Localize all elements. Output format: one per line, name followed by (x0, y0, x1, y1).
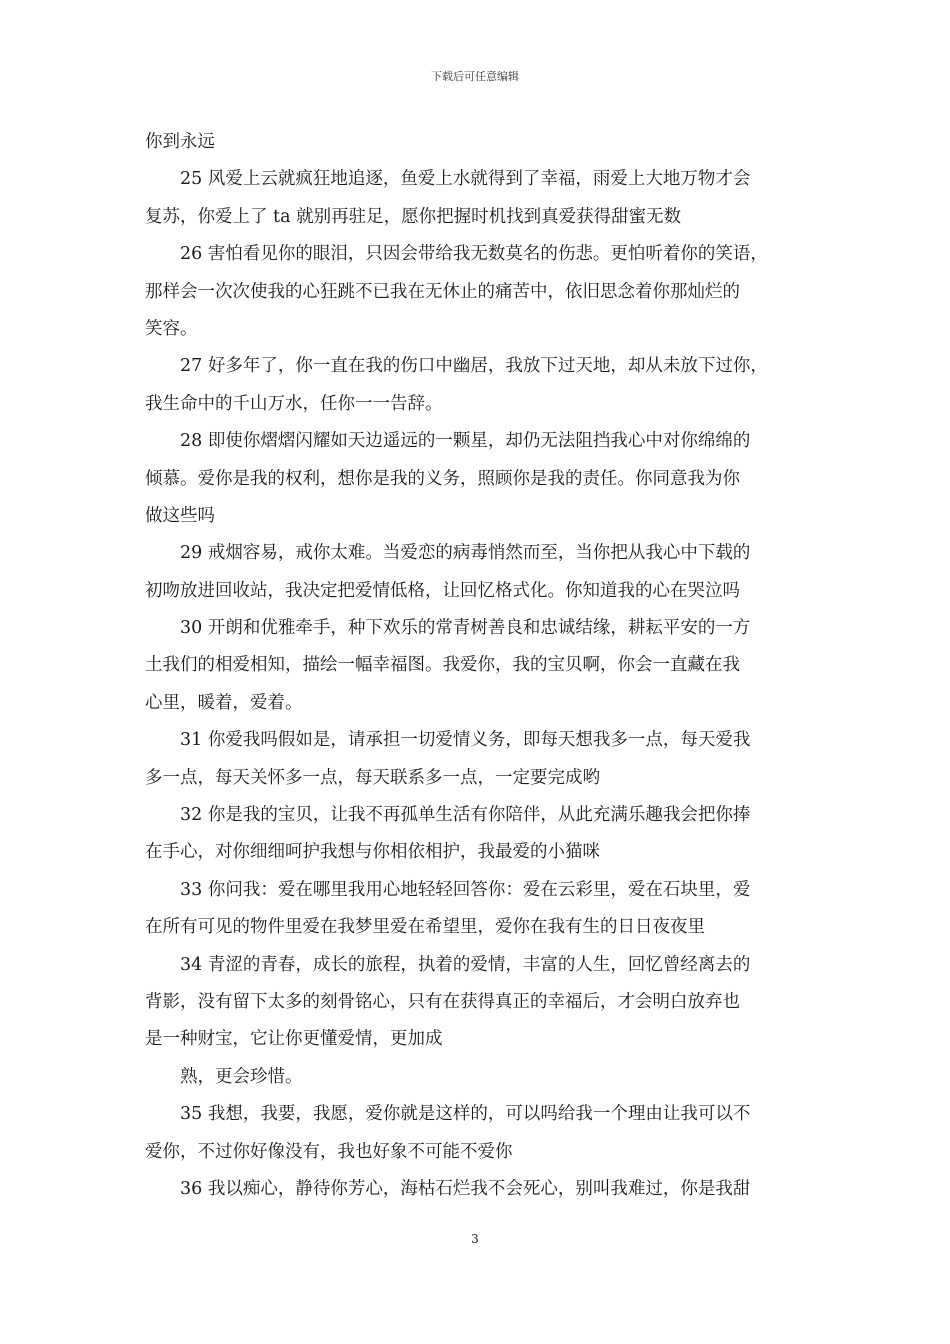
text-line: 熟，更会珍惜。 (180, 1066, 303, 1087)
text-line: 那样会一次次使我的心狂跳不已我在无休止的痛苦中，依旧思念着你那灿烂的 (145, 281, 740, 302)
text-line: 笑容。 (145, 318, 198, 339)
text-line: 33 你问我：爱在哪里我用心地轻轻回答你：爱在云彩里，爱在石块里，爱 (180, 879, 751, 900)
text-line: 土我们的相爱相知，描绘一幅幸福图。我爱你，我的宝贝啊，你会一直藏在我 (145, 655, 740, 676)
text-line: 30 开朗和优雅牵手，种下欢乐的常青树善良和忠诚结缘，耕耘平安的一方 (180, 618, 751, 639)
text-line: 35 我想，我要，我愿，爱你就是这样的，可以吗给我一个理由让我可以不 (180, 1104, 751, 1125)
text-line: 你到永远 (145, 132, 215, 152)
text-line: 多一点，每天关怀多一点，每天联系多一点，一定要完成哟 (145, 767, 600, 788)
text-line: 31 你爱我吗假如是，请承担一切爱情义务，即每天想我多一点，每天爱我 (180, 730, 751, 751)
text-line: 我生命中的千山万水，任你一一告辞。 (145, 393, 443, 414)
text-line: 复苏，你爱上了 ta 就别再驻足，愿你把握时机找到真爱获得甜蜜无数 (145, 206, 682, 227)
text-line: 36 我以痴心，静待你芳心，海枯石烂我不会死心，别叫我难过，你是我甜 (180, 1178, 751, 1199)
text-line: 爱你，不过你好像没有，我也好象不可能不爱你 (145, 1141, 513, 1162)
text-line: 背影，没有留下太多的刻骨铭心，只有在获得真正的幸福后，才会明白放弃也 (145, 991, 740, 1012)
text-line: 34 青涩的青春，成长的旅程，执着的爱情，丰富的人生，回忆曾经离去的 (180, 954, 751, 975)
text-line: 是一种财宝，它让你更懂爱情，更加成 (145, 1029, 443, 1050)
text-line: 在手心，对你细细呵护我想与你相依相护，我最爱的小猫咪 (145, 842, 600, 863)
text-line: 29 戒烟容易，戒你太难。当爱恋的病毒悄然而至，当你把从我心中下载的 (180, 543, 751, 564)
text-line: 倾慕。爱你是我的权利，想你是我的义务，照顾你是我的责任。你同意我为你 (145, 468, 740, 489)
text-line: 32 你是我的宝贝，让我不再孤单生活有你陪伴，从此充满乐趣我会把你捧 (180, 805, 751, 826)
text-line: 28 即使你熠熠闪耀如天边遥远的一颗星，却仍无法阻挡我心中对你绵绵的 (180, 431, 751, 452)
text-line: 在所有可见的物件里爱在我梦里爱在希望里，爱你在我有生的日日夜夜里 (145, 917, 705, 938)
text-line: 初吻放进回收站，我决定把爱情低格，让回忆格式化。你知道我的心在哭泣吗 (145, 580, 740, 601)
text-line: 25 风爱上云就疯狂地追逐，鱼爱上水就得到了幸福，雨爱上大地万物才会 (180, 169, 751, 190)
page-number: 3 (471, 1232, 479, 1246)
text-line: 27 好多年了，你一直在我的伤口中幽居，我放下过天地，却从未放下过你， (180, 356, 768, 377)
text-line: 26 害怕看见你的眼泪，只因会带给我无数莫名的伤悲。更怕听着你的笑语， (180, 244, 768, 265)
text-line: 心里，暖着，爱着。 (145, 692, 303, 713)
page-header: 下载后可任意编辑 (431, 70, 519, 83)
document-body (145, 124, 817, 1208)
text-line: 做这些吗 (145, 505, 215, 526)
